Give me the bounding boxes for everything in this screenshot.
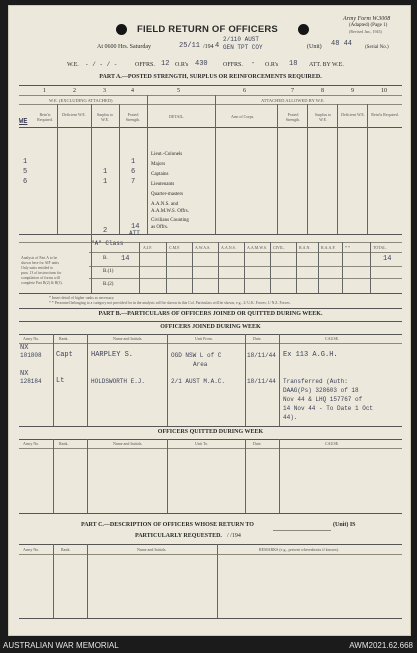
we-value-cell: 1: [23, 158, 28, 166]
year-value: 4: [215, 42, 220, 50]
we-value-cell: 5: [23, 168, 28, 176]
date-value: 25/11: [179, 42, 201, 50]
row2-cause-line: 44).: [283, 414, 298, 421]
row-label-b: B.: [103, 256, 108, 261]
head-detail: DETAIL.: [169, 114, 185, 119]
part-c-head: REMARKS (e.g., present whereabouts if known).: [259, 547, 339, 552]
rank-label: A.A.M.W.S. Offrs.: [151, 209, 189, 214]
joined-head: Army No.: [23, 336, 40, 341]
ors-label-2: O.R's: [265, 62, 279, 68]
we-value: - / - / -: [85, 61, 118, 68]
row1-army-no: 101808: [20, 352, 42, 359]
head-posted-strength: Posted Strength.: [125, 112, 141, 122]
row1-date: 18/11/44: [247, 352, 276, 359]
head-deficient-we-att: Deficient W.E.: [341, 112, 365, 117]
footnote-2: * * Personnel belonging to a category not provided for in the analysis will be shown in this Col. Particulars will be shown, e.g., 2/ U.K. Forces; 1/ N.Z. Forces.: [49, 301, 291, 305]
class-label: "A" Class: [91, 240, 124, 247]
column-number: 10: [381, 88, 387, 94]
rank-label: Majors: [151, 162, 166, 167]
analysis-line: shown here for AIF units: [21, 261, 59, 265]
head-reints-required: Rein'ts Required.: [37, 112, 53, 122]
class-head: R.A.N.: [299, 245, 311, 250]
row1-name: HARPLEY S.: [91, 351, 134, 359]
head-surplus-we-att: Surplus to W.E.: [314, 112, 332, 122]
part-a-title: PART A.—POSTED STRENGTH, SURPLUS OR REINFORCEMENTS REQUIRED.: [99, 74, 322, 80]
rank-label: Captains: [151, 172, 169, 177]
total-posted: 14: [131, 223, 140, 231]
form-ref-line3: (Revised Jan., 1943): [349, 29, 382, 34]
row2-unit: 2/1 AUST M.A.C.: [171, 378, 226, 385]
analysis-line: compilation of forms will: [21, 276, 60, 280]
offrs-label: OFFRS.: [135, 62, 155, 68]
total-surplus: 2: [103, 227, 108, 235]
ors-value-2: 18: [289, 60, 298, 68]
head-arm-of-corps: Arm of Corps.: [231, 114, 255, 119]
joined-head: Unit From.: [195, 336, 213, 341]
part-c-line1-a: PART C.—DESCRIPTION OF OFFICERS WHOSE RETURN TO: [81, 522, 254, 528]
unit-label: (Unit): [307, 44, 322, 50]
we-value-cell: 6: [23, 178, 28, 186]
unit-value-line1: 2/110 AUST: [223, 36, 260, 43]
quitted-head: Rank.: [59, 441, 69, 446]
form-ref-line1: Army Form W.3008: [343, 16, 391, 22]
footer-left: AUSTRALIAN WAR MEMORIAL: [3, 641, 119, 650]
column-number: 7: [291, 88, 294, 94]
class-head: C.M.F.: [169, 245, 181, 250]
row2-army-no: 128184: [20, 378, 42, 385]
column-number: 3: [103, 88, 106, 94]
analysis-line: Only units entitled to: [21, 266, 54, 270]
posted-value-cell: 1: [131, 158, 136, 166]
we-letters: WE: [19, 118, 28, 126]
rank-label: Civilians Counting: [151, 218, 189, 223]
column-number: 1: [43, 88, 46, 94]
part-b-title: PART B.—PARTICULARS OF OFFICERS JOINED OR QUITTED DURING WEEK.: [98, 311, 323, 317]
surplus-value-cell: 1: [103, 178, 108, 186]
column-number: 4: [131, 88, 134, 94]
quitted-head: CAUSE.: [325, 441, 340, 446]
total-value: 14: [383, 255, 392, 263]
att-mark: ATT: [129, 230, 140, 237]
analysis-line: complete Part B(2) & B(3).: [21, 281, 63, 285]
joined-head: Rank.: [59, 336, 69, 341]
row2-rank: Lt: [56, 377, 65, 385]
head-posted-strength-att: Posted Strength.: [285, 112, 301, 122]
row1-unit-cont: Area: [193, 361, 208, 368]
class-head: A.W.A.S.: [195, 245, 211, 250]
part-c-line2-a: PARTICULARLY REQUESTED.: [135, 533, 222, 539]
head-surplus-we: Surplus to W.E.: [96, 112, 114, 122]
quitted-title: OFFICERS QUITTED DURING WEEK: [157, 429, 264, 435]
class-head: * *: [345, 245, 350, 250]
group-excl-heading: W.E. (EXCLUDING ATTACHED): [49, 98, 113, 103]
class-head: A.I.F.: [143, 245, 153, 250]
unit-value-line2: GEN TPT COY: [223, 44, 263, 51]
quitted-head: Date.: [253, 441, 262, 446]
rank-label: as Offrs.: [151, 225, 169, 230]
offrs-value-2: -: [251, 60, 256, 68]
serial-value: 48 44: [331, 40, 353, 48]
posted-value-cell: 7: [131, 178, 136, 186]
class-head: R.A.A.F.: [321, 245, 336, 250]
class-head: A.A.M.W.S.: [247, 245, 267, 250]
joined-title: OFFICERS JOINED DURING WEEK: [160, 324, 261, 330]
we-label: W.E.: [67, 62, 79, 68]
part-c-head: Name and Initials.: [137, 547, 167, 552]
row2-date: 18/11/44: [247, 378, 276, 385]
row2-name: HOLDSWORTH E.J.: [91, 378, 146, 385]
ors-label: O.R's: [175, 62, 189, 68]
row2-cause-line: Transferred (Auth:: [283, 378, 348, 385]
class-head: A.A.N.S.: [221, 245, 236, 250]
quitted-head: Unit To.: [195, 441, 209, 446]
row2-cause-line: Nov 44 & LHQ 157767 of: [283, 396, 363, 403]
form-sheet: [8, 5, 411, 636]
row-label-b2: B.(2): [103, 282, 114, 287]
ors-value: 430: [195, 60, 208, 68]
column-number: 5: [177, 88, 180, 94]
row1-cause: Ex 113 A.G.H.: [283, 351, 338, 359]
punch-hole-left: [116, 24, 127, 35]
group-att-heading: ATTACHED ALLOWED BY W.E.: [261, 98, 325, 103]
punch-hole-right: [298, 24, 309, 35]
offrs-label-2: OFFRS.: [223, 62, 243, 68]
form-title: FIELD RETURN OF OFFICERS: [137, 24, 278, 35]
row1-unit: OGD NSW L of C: [171, 352, 222, 359]
joined-head: CAUSE.: [325, 336, 340, 341]
rank-label: Lieut.-Colonels: [151, 152, 183, 157]
footnote-1: * Insert detail of higher ranks as necessary.: [49, 296, 115, 300]
quitted-head: Army No.: [23, 441, 40, 446]
analysis-line: Analysis of Part A to be: [21, 256, 58, 260]
class-a-value: 14: [121, 255, 130, 263]
head-reints-required-att: Rein'ts Required.: [371, 112, 399, 117]
row-label-b1: B.(1): [103, 269, 114, 274]
rank-label: A.A.N.S. and: [151, 202, 179, 207]
at-label: At 0600 Hrs. Saturday: [97, 44, 151, 50]
footer-bar: [0, 638, 417, 653]
part-c-line1-b: (Unit) IS: [333, 522, 356, 528]
footer-right: AWM2021.62.668: [349, 641, 413, 650]
head-deficient-we: Deficient W.E.: [62, 112, 86, 117]
row2-cause-line: DAAG(Ps) 328603 of 18: [283, 387, 359, 394]
analysis-line: para. 13 of instructions for: [21, 271, 62, 275]
part-c-line2-b: / /194: [227, 533, 241, 539]
rank-label: Quarter-masters: [151, 192, 184, 197]
row1-rank: Capt: [56, 351, 73, 359]
column-number: 8: [321, 88, 324, 94]
year-label: /194: [203, 44, 214, 50]
quitted-head: Name and Initials.: [113, 441, 143, 446]
offrs-value: 12: [161, 60, 170, 68]
part-c-head: Rank.: [61, 547, 71, 552]
column-number: 2: [73, 88, 76, 94]
row1-army-prefix: NX: [20, 344, 29, 352]
form-ref-line2: (Adapted) (Page 1): [349, 23, 388, 28]
surplus-value-cell: 1: [103, 168, 108, 176]
class-head: TOTAL.: [373, 245, 387, 250]
joined-head: Date.: [253, 336, 262, 341]
class-head: CIVIL.: [273, 245, 285, 250]
att-label: ATT. BY W.E.: [309, 62, 344, 68]
part-c-head: Army No.: [23, 547, 40, 552]
rank-label: Lieutenants: [151, 182, 175, 187]
column-number: 6: [243, 88, 246, 94]
joined-head: Name and Initials.: [113, 336, 143, 341]
posted-value-cell: 6: [131, 168, 136, 176]
row2-cause-line: 14 Nov 44 - To Date 1 Oct: [283, 405, 374, 412]
row2-army-prefix: NX: [20, 370, 29, 378]
column-number: 9: [351, 88, 354, 94]
serial-label: (Serial No.): [365, 45, 389, 50]
